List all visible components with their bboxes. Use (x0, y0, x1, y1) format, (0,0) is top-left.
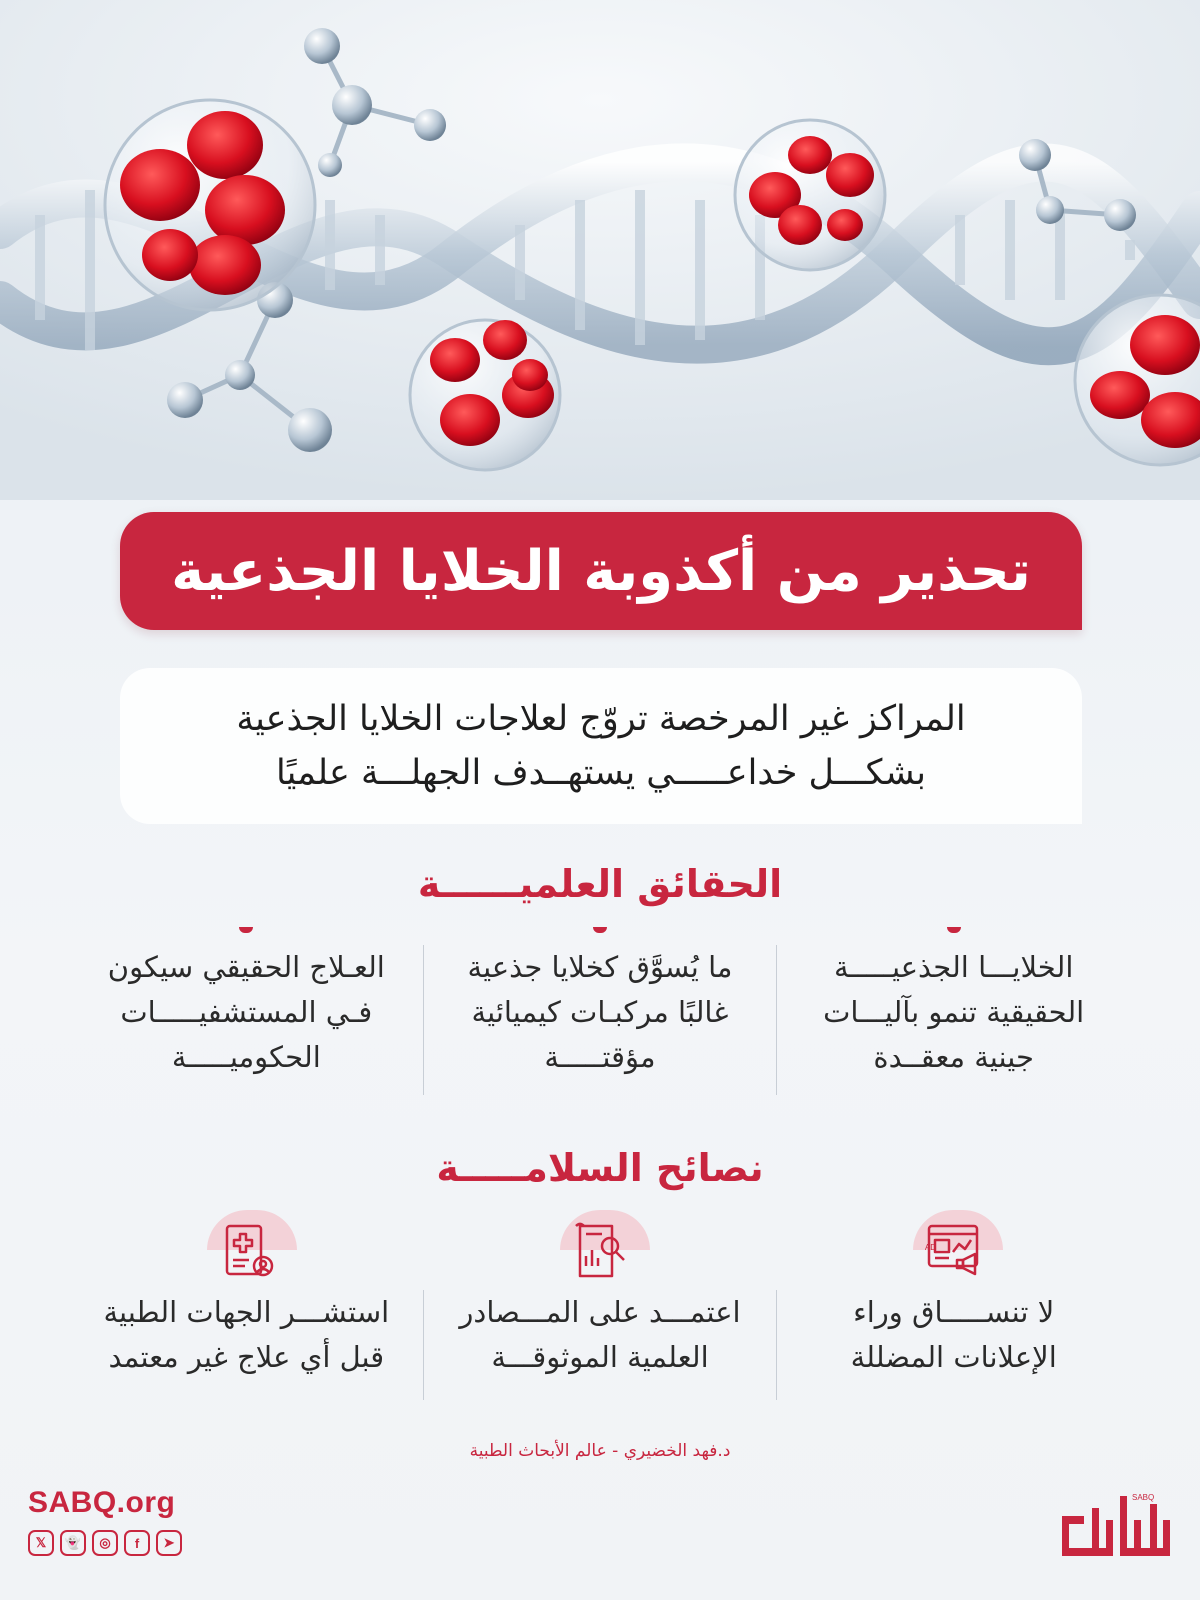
tip-line: اعتمـــد على المـــصادر (459, 1295, 741, 1329)
subtitle-line-1: المراكز غير المرخصة تروّج لعلاجات الخلايا الجذعية (236, 698, 966, 739)
snapchat-icon[interactable]: 👻 (60, 1530, 86, 1556)
tip-item (424, 1290, 778, 1400)
fact-line: ما يُسوَّق كخلايا جذعية (467, 950, 733, 984)
medical-consult-icon (197, 1218, 297, 1298)
tip-line: العلمية الموثوقـــة (491, 1339, 709, 1374)
tip-line: لا تنســـــاق وراء (853, 1295, 1055, 1329)
tips-heading: نصائح السلامـــــة (436, 1146, 764, 1190)
facts-heading: الحقائق العلميــــــة (417, 862, 783, 906)
fact-line: الحكوميـــــة (171, 1039, 321, 1074)
tip-item (70, 1290, 424, 1400)
instagram-icon[interactable]: ◎ (92, 1530, 118, 1556)
ad-megaphone-icon (903, 1218, 1003, 1298)
social-links (28, 1530, 182, 1556)
title-banner (120, 512, 1082, 630)
telegram-icon[interactable]: ➤ (156, 1530, 182, 1556)
tip-line: الإعلانات المضللة (850, 1339, 1057, 1374)
logo-small-text: SABQ (1132, 1493, 1155, 1502)
tip-item (777, 1290, 1130, 1400)
fact-item (424, 945, 778, 1095)
subtitle-box (120, 668, 1082, 824)
author-credit: د.فهد الخضيري - عالم الأبحاث الطبية (469, 1441, 731, 1461)
fact-line: جينية معقــدة (873, 1039, 1034, 1074)
hero-illustration (0, 0, 1200, 500)
fact-marker (947, 927, 961, 933)
tips-list (70, 1290, 1130, 1400)
fact-line: فـي المستشفيـــــات (120, 994, 373, 1029)
subtitle-line-2: بشكـــل خداعـــــي يستهــدف الجهلـــة علميًا (275, 753, 927, 793)
research-document-icon (550, 1218, 650, 1298)
fact-marker (593, 927, 607, 933)
brand-footer (28, 1486, 182, 1556)
facebook-icon[interactable]: f (124, 1530, 150, 1556)
fact-line: مؤقتـــــة (544, 1039, 656, 1074)
page-title: تحذير من أكذوبة الخلايا الجذعية (171, 538, 1031, 604)
dna-blood-cells-illustration (0, 0, 1200, 500)
x-icon[interactable]: 𝕏 (28, 1530, 54, 1556)
svg-text:AD: AD (925, 1243, 937, 1252)
fact-line: العـلاج الحقيقي سيكون (107, 950, 385, 984)
tip-line: استشـــر الجهات الطبية (103, 1295, 390, 1329)
site-link[interactable]: SABQ.org (28, 1486, 176, 1519)
fact-line: الخلايـــا الجذعيـــــة (833, 950, 1074, 984)
fact-marker (239, 927, 253, 933)
facts-list (70, 945, 1130, 1095)
sabq-logo (1058, 1490, 1174, 1560)
fact-line: غالبًا مركبـات كيميائية (471, 994, 729, 1029)
fact-item (777, 945, 1130, 1095)
tips-icons (70, 1218, 1130, 1298)
tip-line: قبل أي علاج غير معتمد (108, 1339, 385, 1374)
fact-line: الحقيقية تنمو بآليـــات (823, 994, 1085, 1029)
fact-item (70, 945, 424, 1095)
